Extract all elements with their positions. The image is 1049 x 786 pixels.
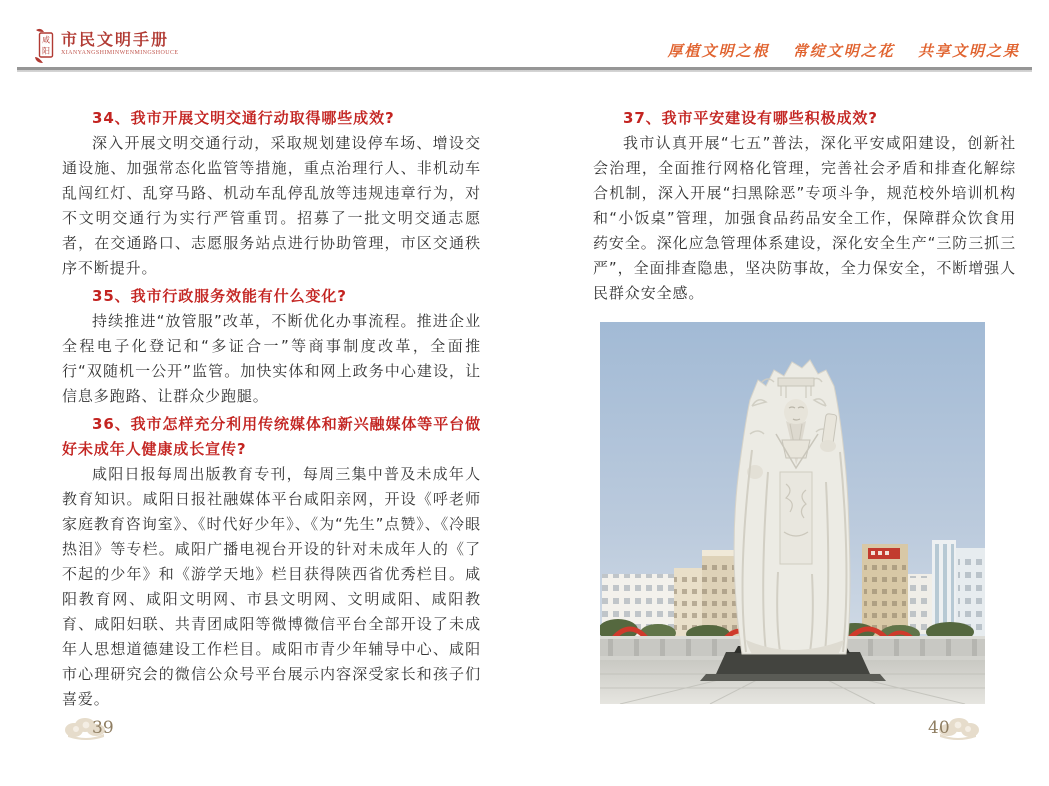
answer-paragraph-35: 持续推进“放管服”改革，不断优化办事流程。推进企业全程电子化登记和“多证合一”等商事制度改革，全面推行“双随机一公开”监管。加快实体和网上政务中心建设，让信息多跑路、让群众少跑腿。 [62, 312, 481, 405]
statue-photo [600, 322, 985, 704]
svg-text:阳: 阳 [42, 46, 50, 56]
svg-text:咸: 咸 [42, 35, 50, 45]
seal-icon [33, 27, 57, 65]
header-logo [33, 27, 178, 65]
answer-paragraph-34: 深入开展文明交通行动，采取规划建设停车场、增设交通设施、加强常态化监管等措施，重点治理行人、非机动车乱闯红灯、乱穿马路、机动车乱停乱放等违规违章行为，对不文明交通行为实行严管重罚。招募了一批文明交通志愿者，在交通路口、志愿服务站点进行协助管理，市区交通秩序不断提升。 [62, 134, 481, 277]
page-number: 40 [928, 718, 950, 738]
header-divider [17, 67, 1032, 72]
answer-paragraph-36: 咸阳日报每周出版教育专刊，每周三集中普及未成年人教育知识。咸阳日报社融媒体平台咸阳亲网，开设《呼老师家庭教育咨询室》、《时代好少年》、《为“先生”点赞》、《冷眼热泪》等专栏。咸阳广播电视台开设的针对未成年人的《了不起的少年》和《游学天地》栏目获得陕西省优秀栏目。咸阳教育网、咸阳文明网、市县文明网、文明咸阳、咸阳教育、咸阳妇联、共青团咸阳等微博微信平台全部开设了未成年人思想道德建设工作栏目。咸阳市青少年辅导中心、咸阳市心理研究会的微信公众号平台展示内容深受家长和孩子们喜爱。 [62, 465, 481, 708]
left-page-folio [64, 716, 114, 740]
right-page-column [593, 106, 1016, 306]
handbook-subtitle: XIANYANGSHIMINWENMINGSHOUCE [61, 50, 179, 56]
statue [734, 360, 850, 654]
slogan-phrase-1: 厚植文明之根 [667, 42, 770, 60]
left-page-column [62, 106, 481, 712]
page-number: 39 [92, 718, 114, 738]
question-heading-34: 34、我市开展文明交通行动取得哪些成效? [92, 109, 395, 127]
question-heading-35: 35、我市行政服务效能有什么变化? [92, 287, 347, 305]
header-slogan [667, 40, 1020, 61]
slogan-phrase-3: 共享文明之果 [917, 42, 1020, 60]
question-heading-36: 36、我市怎样充分利用传统媒体和新兴融媒体等平台做好未成年人健康成长宣传? [62, 415, 481, 458]
question-heading-37: 37、我市平安建设有哪些积极成效? [623, 109, 878, 127]
right-page-folio [928, 716, 980, 740]
handbook-title: 市民文明手册 [61, 30, 170, 49]
slogan-phrase-2: 常绽文明之花 [792, 42, 895, 60]
answer-paragraph-37: 我市认真开展“七五”普法，深化平安咸阳建设，创新社会治理，全面推行网格化管理，完善社会矛盾和排查化解综合机制，深入开展“扫黑除恶”专项斗争，规范校外培训机构和“小饭桌”管理，加强食品药品安全工作，保障群众饮食用药安全。深化应急管理体系建设，深化安全生产“三防三抓三严”，全面排查隐患，坚决防事故，全力保安全，不断增强人民群众安全感。 [593, 134, 1016, 302]
